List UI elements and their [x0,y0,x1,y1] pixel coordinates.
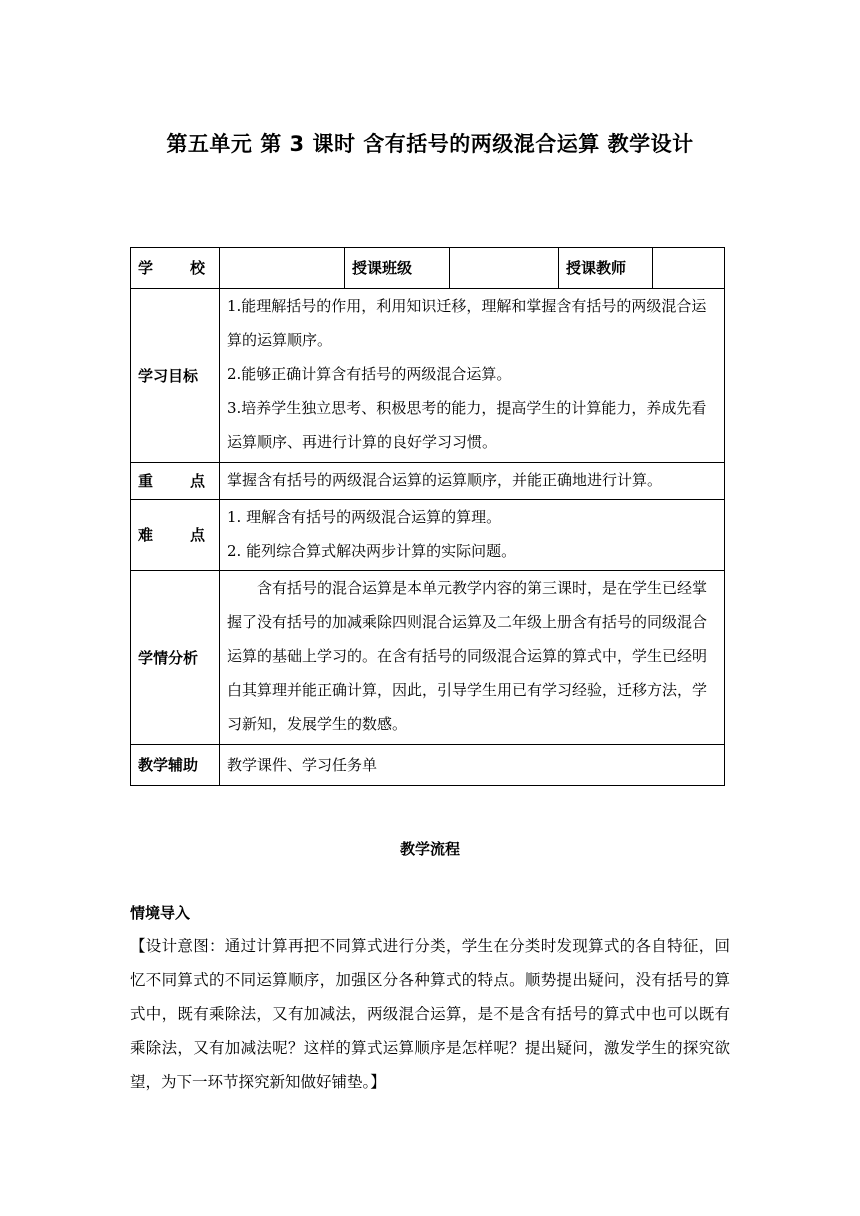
page-title: 第五单元 第 3 课时 含有括号的两级混合运算 教学设计 [166,132,694,156]
goals-cell [220,289,725,463]
table-row [131,248,725,289]
goal-item: 3.培养学生独立思考、积极思考的能力，提高学生的计算能力，养成先看运算顺序、再进行计算的良好学习习惯。 [227,399,707,451]
teacher-value [653,248,725,289]
teaching-flow-heading: 教学流程 [399,840,460,858]
difficulty-cell [220,500,725,571]
analysis-cell [220,571,725,745]
teacher-label: 授课教师 [559,248,653,289]
difficulty-item: 1. 理解含有括号的两级混合运算的算理。 [227,508,502,526]
table-row [131,463,725,500]
school-value [220,248,345,289]
table-row [131,500,725,571]
section-title: 情境导入 [130,904,191,922]
class-label: 授课班级 [345,248,450,289]
goal-item: 2.能够正确计算含有括号的两级混合运算。 [227,365,512,383]
key-label: 重点 [131,463,220,500]
goal-item: 1.能理解括号的作用，利用知识迁移，理解和掌握含有括号的两级混合运算的运算顺序。 [227,297,707,349]
analysis-label: 学情分析 [131,571,220,745]
table-row [131,289,725,463]
key-cell [220,463,725,500]
aids-text: 教学课件、学习任务单 [227,756,378,774]
table-row [131,745,725,786]
difficulty-label: 难点 [131,500,220,571]
aids-cell [220,745,725,786]
analysis-text: 含有括号的混合运算是本单元教学内容的第三课时，是在学生已经掌握了没有括号的加减乘除四则混合运算及二年级上册含有括号的同级混合运算的基础上学习的。在含有括号的同级混合运算的算式中，学生已经明白其算理并能正确计算，因此，引导学生用已有学习经验，迁移方法，学习新知，发展学生的数感。 [227,579,708,733]
table-row [131,571,725,745]
aids-label: 教学辅助 [131,745,220,786]
school-label: 学校 [131,248,220,289]
key-text: 掌握含有括号的两级混合运算的运算顺序，并能正确地进行计算。 [227,471,663,489]
difficulty-item: 2. 能列综合算式解决两步计算的实际问题。 [227,542,517,560]
goals-label: 学习目标 [131,289,220,463]
class-value [450,248,559,289]
design-intent-paragraph: 【设计意图：通过计算再把不同算式进行分类，学生在分类时发现算式的各自特征，回忆不同算式的不同运算顺序，加强区分各种算式的特点。顺势提出疑问，没有括号的算式中，既有乘除法，又有加减法，两级混合运算，是不是含有括号的算式中也可以既有乘除法，又有加减法呢？这样的算式运算顺序是怎样呢？提出疑问，激发学生的探究欲望，为下一环节探究新知做好铺垫。】 [130,937,730,1091]
lesson-info-table [130,247,725,786]
